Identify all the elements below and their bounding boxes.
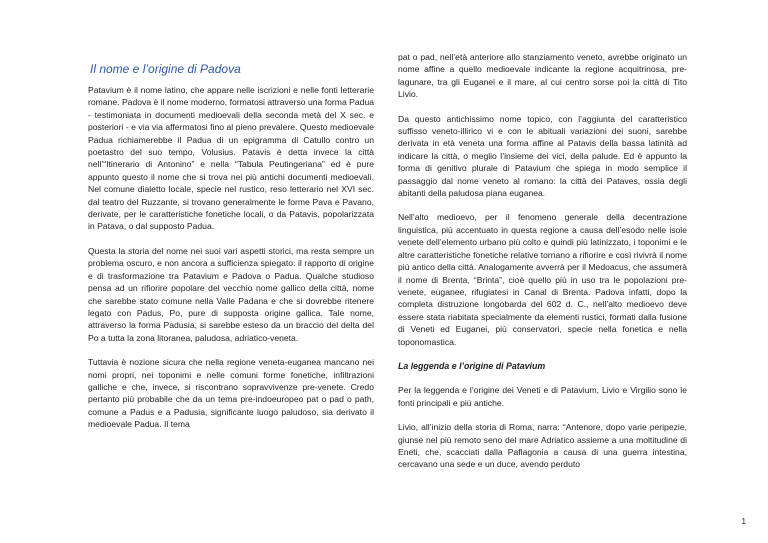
paragraph: Tuttavia è nozione sicura che nella regione veneta-euganea mancano nei nomi propri, nei toponimi e nelle comuni forme fonetiche, infiltrazioni galliche e che, invece, si riscontrano sopravvivenze pre-venete. Credo pertanto più probabile che da un tema pre-indoeuropeo pat o pad o path, comune a Padus e a Padusia, significante luogo paludoso, sia derivato il medioevale Padua. Il tema [88, 357, 374, 430]
paragraph: Da questo antichissimo nome topico, con l’aggiunta del caratteristico suffisso veneto-illirico vi e con le abituali variazioni dei suoni, sarebbe derivata in età veneta una forma affine al Patavis della bassa latinità ad indicare la città, o meglio l’insieme dei vici, della palude. Ed è appunto la forma di genitivo plurale di Patavium che spiega in modo semplice il passaggio dal nome veneto al romano: la città dei Pataves, ossia degli abitanti della paludosa piana euganea. [398, 113, 687, 199]
section-heading: La leggenda e l’origine di Patavium [398, 360, 546, 371]
paragraph: Nell’alto medioevo, per il fenomeno generale della decentrazione linguistica, più accentuato in questa regione a causa dell’esodo nelle isole venete dell’elemento urbano più colto e quindi più latinizzato, i toponimi e le altre caratteristiche fonetiche relative tornano a rifiorire e così rivivrà il nome più antico della città. Analogamente avverrà per il Medoacus, che assumerà il nome di Brenta, “Brinta”, cioè quello più in uso tra le popolazioni pre-venete, euganee, rifugiatesi in Canal di Brenta. Padova infatti, dopo la completa distruzione longobarda del 602 d. C., nell’alto medioevo deve essere stata riabitata specialmente da elementi rustici, formati dalla fusione di Veneti ed Euganei, più conservatori, specie nella fonetica e nella toponomastica. [398, 212, 687, 347]
page-title: Il nome e l’origine di Padova [90, 62, 241, 76]
paragraph: pat o pad, nell’età anteriore allo stanziamento veneto, avrebbe originato un nome affine a quello medioevale indicante la regione acquitrinosa, pre-lagunare, tra gli Euganei e il mare, al cui centro sorse poi la città di Tito Livio. [398, 52, 687, 100]
paragraph: Questa la storia del nome nei suoi vari aspetti storici, ma resta sempre un problema oscuro, e non ancora a sufficienza spiegato: il rapporto di origine e di trasformazione tra Patavium e Padova o Padua. Qualche studioso pensa ad un rifiorire popolare del vecchio nome gallico della città, nome che sarebbe stato comune nella Valle Padana e che si dovrebbe ritenere legato con Padus, Po, pure di supposta origine gallica. Tale nome, attraverso la forma Padusia, si sarebbe esteso da un braccio del delta del Po a tutta la zona litoranea, paludosa, adriatico-veneta. [88, 245, 374, 343]
page-number: 1 [741, 517, 746, 526]
left-column [88, 48, 374, 443]
paragraph: Livio, all’inizio della storia di Roma, narra: “Antenore, dopo varie peripezie, giunse nel più remoto seno del mare Adriatico assieme a una moltitudine di Eneti, che, scacciati dalla Paflagonia a causa di una guerra intestina, cercavano una sede e un duce, avendo perduto [398, 422, 687, 470]
right-column [398, 51, 687, 483]
paragraph: Patavium è il nome latino, che appare nelle iscrizioni e nelle fonti letterarie romane. Padova è il nome moderno, formatosi attraverso una forma Padua - testimoniata in documenti medioevali della seconda metà del X sec. e posteriori - e via via affermatosi fino al pieno prevalere. Questo medioevale Padua richiamerebbe il Padua di un epigramma di Catullo contro un poetastro del suo tempo, Volusius. Patavis è detta invece la città nell’“Itinerario di Antonino” e nella “Tabula Peutingeriana” ed è pure appunto questo il nome che si trova nei più antichi documenti medioevali. Nel comune dialetto locale, specie nel rustico, reso letterario nel XVI sec. dal teatro del Ruzzante, si trovano generalmente le forme Pava e Pavano, derivate, per le caratteristiche fonetiche locali, o da Patavis, popolarizzata in Patava, o dal supposto Padua. [88, 85, 374, 232]
paragraph: Per la leggenda e l’origine dei Veneti e di Patavium, Livio e Virgilio sono le fonti principali e più antiche. [398, 385, 687, 408]
